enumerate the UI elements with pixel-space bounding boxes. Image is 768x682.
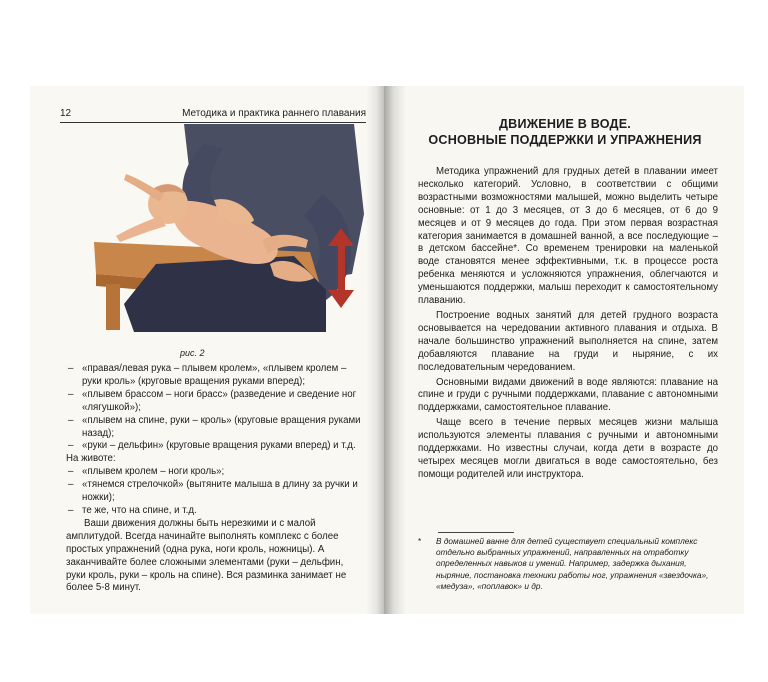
list-item: – «руки – дельфин» (круговые вращения руками вперед) и т.д.: [66, 440, 362, 453]
footnote: [418, 536, 718, 592]
illustration-parent-with-baby: [64, 124, 364, 332]
list-item: – те же, что на спине, и т.д.: [66, 505, 362, 518]
gutter-shadow-left: [366, 86, 384, 614]
gutter-shadow-right: [384, 86, 406, 614]
exercise-list-belly: [66, 466, 362, 518]
list-item: – «плывем кролем – ноги кроль»;: [66, 466, 362, 479]
left-page-body: [66, 363, 362, 595]
page-number: 12: [60, 108, 72, 119]
running-header: [60, 108, 366, 123]
list-item: – «плывем на спине, руки – кроль» (круговые вращения руками назад);: [66, 415, 362, 441]
list-item: – «правая/левая рука – плывем кролем», «плывем кролем – руки кроль» (круговые вращения руками вперед);: [66, 363, 362, 389]
bench-leg-left: [106, 284, 120, 330]
body-paragraph: Чаще всего в течение первых месяцев жизни малыша используются элементы плавания с ручными и автономными поддержками. Но известны случаи, когда дети в возрасте до четырех месяцев могли двигаться в воде самостоятельно, без помощи родителей или инструктора.: [418, 417, 718, 480]
list-item: – «плывем брассом – ноги брасс» (разведение и сведение ног «лягушкой»);: [66, 389, 362, 415]
heading-line: ОСНОВНЫЕ ПОДДЕРЖКИ И УПРАЖНЕНИЯ: [428, 133, 702, 147]
list-item: – «тянемся стрелочкой» (вытяните малыша в длину за ручки и ножки);: [66, 479, 362, 505]
chapter-heading: [400, 116, 730, 148]
footnote-mark: *: [418, 536, 422, 546]
body-paragraph: Построение водных занятий для детей грудного возраста основывается на чередовании активного плавания и отдыха. В начале большинство упражнений выполняется на спине, затем добавляются плавание на груди и ныряние, с их последовательным чередованием.: [418, 309, 718, 373]
exercise-list-back: [66, 363, 362, 453]
book-spread: [30, 86, 744, 614]
heading-line: ДВИЖЕНИЕ В ВОДЕ.: [498, 117, 632, 131]
footnote-rule: [438, 532, 514, 533]
body-paragraph: Методика упражнений для грудных детей в плавании имеет несколько категорий. Условно, в соответствии с общими возрастными возможностями малышей, можно выделить четыре основные: от 1 до 3 месяцев, от 3 до 6 месяцев, от 6 до 9 месяцев и от 9 месяцев до года. При этом первая возрастная категория занимается в домашней ванной, а все последующие – в детском бассейне*. Со временем тренировки на маленькой воде становятся менее эффективными, т.к. в процессе роста ребенка меняются и усложняются упражнения, облегчаются и уменьшаются поддержки, малыш переходит к самостоятельному плаванию.: [418, 166, 718, 307]
running-title: Методика и практика раннего плавания: [182, 108, 366, 119]
subheading-on-belly: На животе:: [66, 453, 116, 465]
footnote-text: В домашней ванне для детей существует специальный комплекс отдельно выбранных упражнений, направленных на отработку определенных навыков и умений. Например, задержка дыхания, ныряние, постановка техники работы ног, упражнения «звездочка», «медуза», «поплавок» и др.: [436, 536, 709, 591]
body-paragraph: Ваши движения должны быть нерезкими и с малой амплитудой. Всегда начинайте выполнять комплекс с более простых упражнений (одна рука, ноги кроль, ножницы). А заканчивайте более сложными элементами (руки – дельфин, руки кроль, руки – кроль на спине). Вся разминка занимает не более 5-8 минут.: [66, 517, 347, 594]
body-paragraph: Основными видами движений в воде являются: плавание на спине и груди с ручными поддержками, плавание с автономными поддержками, самостоятельное плавание.: [418, 376, 718, 414]
figure-caption: рис. 2: [180, 348, 205, 358]
right-page-body: [418, 166, 718, 484]
